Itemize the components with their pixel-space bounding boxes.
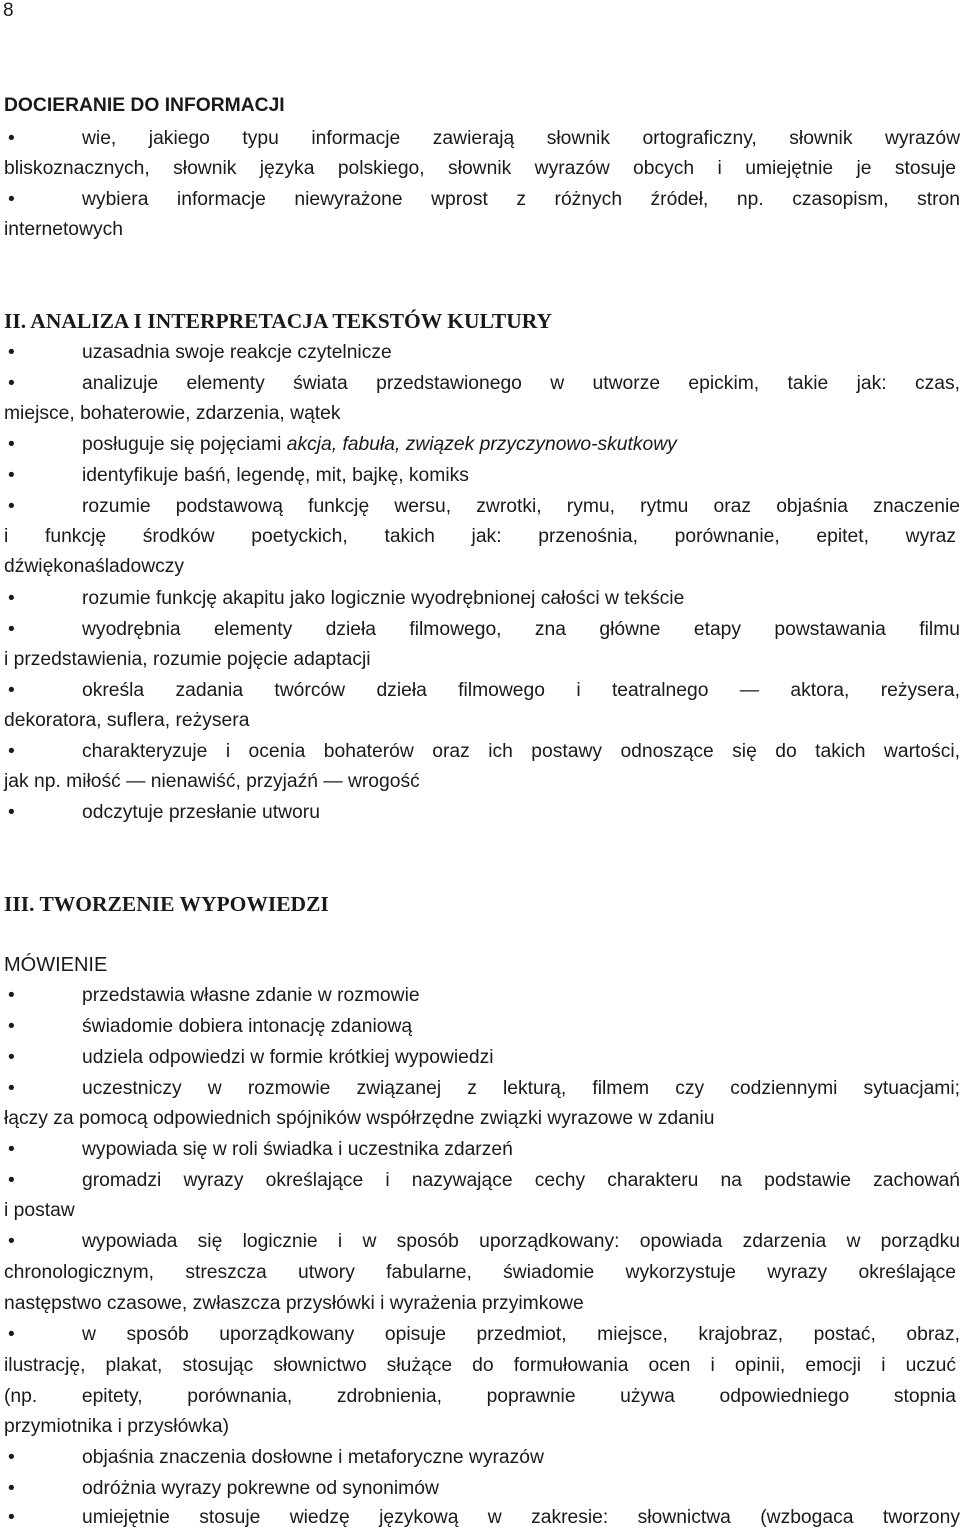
bullet-icon: •: [8, 1170, 15, 1191]
list-item-continuation: bliskoznacznych, słownik języka polskiego, słownik wyrazów obcych i umiejętnie je stosuje: [4, 158, 956, 179]
bullet-icon: •: [8, 680, 15, 701]
list-item-continuation: łączy za pomocą odpowiednich spójników współrzędne związki wyrazowe w zdaniu: [4, 1108, 715, 1129]
list-item-continuation: miejsce, bohaterowie, zdarzenia, wątek: [4, 403, 341, 424]
bullet-icon: •: [8, 1231, 15, 1252]
list-item: • gromadzi wyrazy określające i nazywające cechy charakteru na podstawie zachowań: [4, 1166, 956, 1196]
list-item: • odróżnia wyrazy pokrewne od synonimów: [4, 1474, 956, 1504]
list-item: • wypowiada się logicznie i w sposób uporządkowany: opowiada zdarzenia w porządku: [4, 1227, 956, 1257]
list-item: • określa zadania twórców dzieła filmowego i teatralnego — aktora, reżysera,: [4, 676, 956, 706]
bullet-icon: •: [8, 128, 15, 149]
bullet-icon: •: [8, 1078, 15, 1099]
bullet-icon: •: [8, 1324, 15, 1345]
bullet-icon: •: [8, 802, 15, 823]
bullet-icon: •: [8, 741, 15, 762]
section-heading-tworzenie: III. TWORZENIE WYPOWIEDZI: [4, 892, 329, 916]
list-item: • wyodrębnia elementy dzieła filmowego, zna główne etapy powstawania filmu: [4, 615, 956, 645]
list-item-continuation: i funkcję środków poetyckich, takich jak: przenośnia, porównanie, epitet, wyraz: [4, 526, 956, 547]
list-item: • uzasadnia swoje reakcje czytelnicze: [4, 338, 956, 368]
list-item: • umiejętnie stosuje wiedzę językową w zakresie: słownictwa (wzbogaca tworzony: [4, 1503, 956, 1533]
list-item: • odczytuje przesłanie utworu: [4, 798, 956, 828]
page-number: 8: [3, 0, 14, 21]
list-item: • świadomie dobiera intonację zdaniową: [4, 1012, 956, 1042]
list-item: • w sposób uporządkowany opisuje przedmiot, miejsce, krajobraz, postać, obraz,: [4, 1320, 956, 1350]
list-item-continuation: internetowych: [4, 219, 123, 240]
bullet-icon: •: [8, 342, 15, 363]
list-item: • objaśnia znaczenia dosłowne i metaforyczne wyrazów: [4, 1443, 956, 1473]
list-item-continuation: i przedstawienia, rozumie pojęcie adaptacji: [4, 649, 371, 670]
list-item-continuation: następstwo czasowe, zwłaszcza przysłówki i wyrażenia przyimkowe: [4, 1293, 584, 1314]
list-item: • wie, jakiego typu informacje zawierają słownik ortograficzny, słownik wyrazów: [4, 124, 956, 154]
bullet-icon: •: [8, 1047, 15, 1068]
bullet-icon: •: [8, 619, 15, 640]
list-item-continuation: i postaw: [4, 1200, 75, 1221]
section-heading-analiza: II. ANALIZA I INTERPRETACJA TEKSTÓW KULTURY: [4, 309, 553, 333]
bullet-icon: •: [8, 1507, 15, 1528]
list-item-continuation: przymiotnika i przysłówka): [4, 1416, 230, 1437]
list-item: • wybiera informacje niewyrażone wprost z różnych źródeł, np. czasopism, stron: [4, 185, 956, 215]
bullet-icon: •: [8, 465, 15, 486]
list-item-continuation: ilustrację, plakat, stosując słownictwo służące do formułowania ocen i opinii, emocji i uczuć: [4, 1355, 956, 1376]
bullet-icon: •: [8, 1016, 15, 1037]
subheading-mowienie: MÓWIENIE: [4, 954, 108, 976]
bullet-icon: •: [8, 189, 15, 210]
list-item: • charakteryzuje i ocenia bohaterów oraz ich postawy odnoszące się do takich wartości,: [4, 737, 956, 767]
list-item-continuation: chronologicznym, streszcza utwory fabularne, świadomie wykorzystuje wyrazy określające: [4, 1262, 956, 1283]
list-item: • uczestniczy w rozmowie związanej z lekturą, filmem czy codziennymi sytuacjami;: [4, 1074, 956, 1104]
list-item-continuation: dekoratora, suflera, reżysera: [4, 710, 250, 731]
bullet-icon: •: [8, 588, 15, 609]
bullet-icon: •: [8, 434, 15, 455]
list-item: • wypowiada się w roli świadka i uczestnika zdarzeń: [4, 1135, 956, 1165]
section-heading-docieranie: DOCIERANIE DO INFORMACJI: [4, 95, 285, 116]
list-item-continuation: dźwiękonaśladowczy: [4, 556, 185, 577]
bullet-icon: •: [8, 1447, 15, 1468]
list-item: • rozumie podstawową funkcję wersu, zwrotki, rymu, rytmu oraz objaśnia znaczenie: [4, 492, 956, 522]
term-italic: akcja, fabuła, związek przyczynowo-skutkowy: [286, 434, 677, 455]
list-item-continuation: (np. epitety, porównania, zdrobnienia, poprawnie używa odpowiedniego stopnia: [4, 1386, 956, 1407]
list-item: • analizuje elementy świata przedstawionego w utworze epickim, takie jak: czas,: [4, 369, 956, 399]
bullet-icon: •: [8, 985, 15, 1006]
list-item: • identyfikuje baśń, legendę, mit, bajkę, komiks: [4, 461, 956, 491]
list-item: • przedstawia własne zdanie w rozmowie: [4, 981, 956, 1011]
list-item: • udziela odpowiedzi w formie krótkiej wypowiedzi: [4, 1043, 956, 1073]
list-item-continuation: jak np. miłość — nienawiść, przyjaźń — wrogość: [4, 771, 420, 792]
bullet-icon: •: [8, 1139, 15, 1160]
list-item: • posługuje się pojęciami akcja, fabuła, związek przyczynowo-skutkowy: [4, 430, 956, 460]
bullet-icon: •: [8, 496, 15, 517]
bullet-icon: •: [8, 1478, 15, 1499]
list-item: • rozumie funkcję akapitu jako logicznie wyodrębnionej całości w tekście: [4, 584, 956, 614]
bullet-icon: •: [8, 373, 15, 394]
